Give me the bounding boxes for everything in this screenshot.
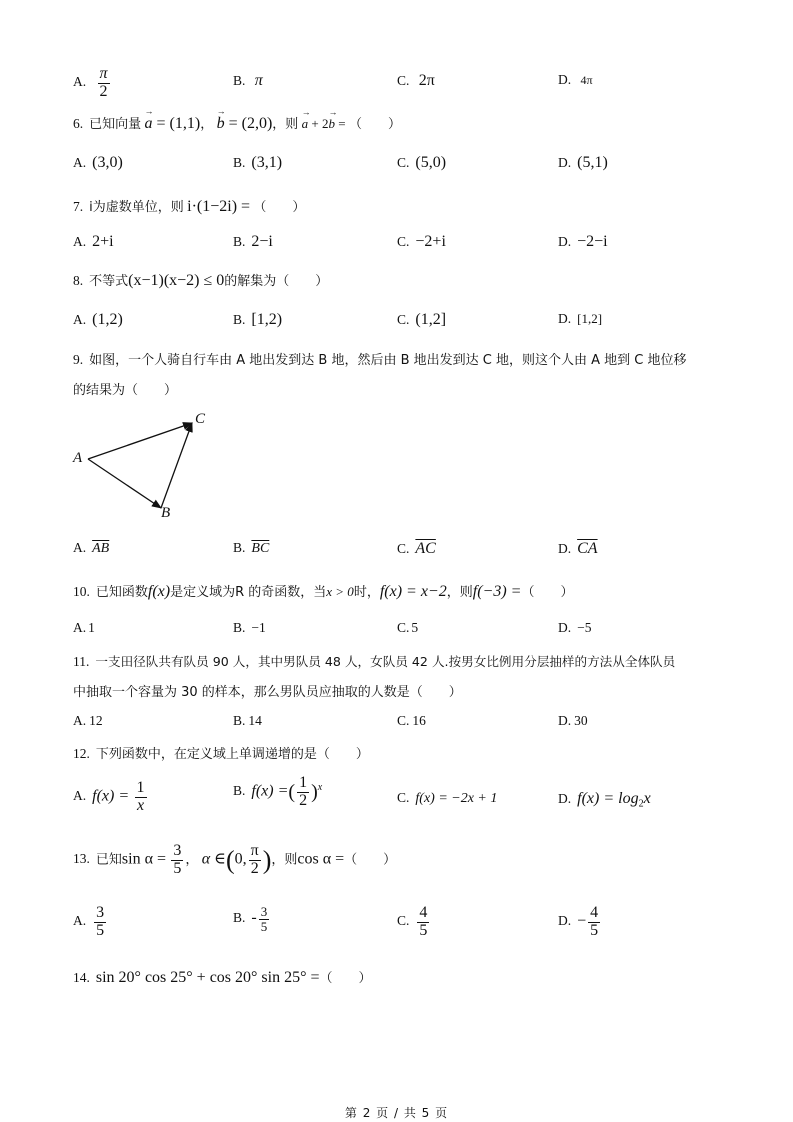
text-fragment: (3,0) — [92, 154, 123, 171]
text-fragment: 14. — [73, 970, 90, 985]
text-fragment: 已知向量 — [89, 117, 142, 132]
text-fragment: 时， — [353, 585, 380, 600]
text-fragment: B. — [233, 155, 246, 170]
text-fragment: D. — [558, 234, 572, 249]
text-fragment: C. — [397, 790, 410, 805]
text-fragment: 30 — [574, 713, 588, 728]
text-fragment: −1 — [251, 620, 266, 635]
text-fragment: x > 0 — [326, 584, 354, 599]
text-fragment: −2−i — [577, 233, 608, 250]
text-fragment: f(x) = x−2 — [379, 583, 447, 600]
text-fragment: 如图，一个人骑自行车由 A 地出发到达 B 地，然后由 B 地出发到达 C 地，则这个人由 A 地到 C 地位移 — [89, 353, 687, 368]
text-fragment: 3 — [96, 904, 105, 921]
text-fragment: 2 — [250, 859, 259, 877]
text-fragment: C. — [397, 620, 410, 635]
text-fragment: （ ） — [253, 200, 306, 215]
text-fragment: π — [250, 842, 259, 859]
text-fragment: 已知 — [95, 852, 122, 868]
option-13A[interactable] — [73, 905, 108, 940]
option-10B[interactable] — [233, 620, 266, 636]
text-fragment: 下列函数中，在定义域上单调递增的是（ ） — [95, 747, 369, 762]
text-fragment: ， — [200, 117, 214, 132]
fraction-1-over-2 — [297, 775, 309, 810]
text-fragment: π — [254, 72, 263, 89]
text-fragment: 是定义域为R 的奇函数，当 — [170, 585, 327, 600]
text-fragment: B. — [233, 540, 246, 555]
text-fragment: D. — [558, 713, 572, 728]
vector-bc-arrow — [161, 423, 192, 508]
text-fragment: B. — [233, 312, 246, 327]
text-fragment: i为虚数单位，则 — [89, 200, 184, 215]
text-fragment: B. — [233, 783, 246, 799]
text-fragment: B. — [233, 73, 246, 88]
text-fragment: f(x) = — [92, 787, 130, 805]
text-fragment: cos α = — [297, 850, 345, 868]
text-fragment: 10. — [73, 584, 90, 599]
text-fragment: A. — [73, 713, 87, 728]
text-fragment: 14 — [248, 713, 262, 728]
text-fragment: f(x) = log — [577, 790, 639, 807]
option-12D[interactable] — [558, 790, 651, 810]
text-fragment: 一支田径队共有队员 90 人，其中男队员 48 人，女队员 42 人.按男女比例用分层抽样的方法从全体队员 — [95, 654, 676, 669]
text-fragment: C. — [397, 312, 410, 327]
point-label-a: A — [73, 450, 83, 466]
text-fragment: 12. — [73, 746, 90, 761]
option-13B[interactable] — [233, 905, 271, 933]
option-10A[interactable] — [73, 620, 95, 636]
text-fragment: π — [99, 65, 108, 82]
text-fragment: 的解集为 — [224, 274, 277, 289]
text-fragment: f(x) = — [251, 782, 289, 800]
text-fragment: ，则 — [272, 117, 299, 132]
text-fragment: A. — [73, 312, 87, 327]
option-9D[interactable] — [558, 540, 598, 558]
text-fragment: $\overline{AC}$ — [415, 540, 436, 557]
text-fragment: (5,1) — [577, 154, 608, 171]
text-fragment: （ ） — [319, 971, 372, 986]
vector-expression: → a + 2→ b = — [302, 116, 346, 131]
option-11B[interactable] — [233, 713, 262, 729]
vector-ab-arrow — [88, 459, 161, 508]
option-10D[interactable] — [558, 620, 592, 636]
fraction-pi-over-2 — [249, 843, 261, 878]
text-fragment: 6. — [73, 116, 84, 131]
option-10C[interactable] — [397, 620, 418, 636]
text-fragment: B. — [233, 910, 246, 926]
text-fragment: 2 — [638, 798, 644, 810]
text-fragment: A. — [73, 540, 87, 555]
text-fragment: 7. — [73, 199, 84, 214]
question-11-stem-line2: 中抽取一个容量为 30 的样本，那么男队员应抽取的人数是（ ） — [73, 685, 462, 700]
text-fragment: 5 — [419, 921, 428, 939]
text-fragment: A. — [73, 620, 87, 635]
option-9A[interactable] — [73, 540, 109, 557]
text-fragment: A. — [73, 234, 87, 249]
text-fragment: 9. — [73, 352, 84, 367]
text-fragment: $\overline{AB}$ — [92, 541, 110, 556]
option-9B[interactable] — [233, 540, 269, 557]
text-fragment: A. — [73, 74, 87, 90]
text-fragment: (3,1) — [251, 154, 283, 171]
question-10-stem — [73, 581, 573, 601]
question-9-stem-line2: 的结果为（ ） — [73, 383, 178, 398]
text-fragment: （ ） — [348, 117, 401, 132]
text-fragment: D. — [558, 791, 572, 806]
option-9C[interactable] — [397, 540, 436, 558]
text-fragment: 3 — [260, 904, 268, 919]
text-fragment: 5 — [411, 620, 419, 635]
text-fragment: 1 — [88, 620, 95, 635]
text-fragment: 1 — [136, 779, 145, 796]
fraction-3-over-5 — [171, 843, 183, 878]
text-fragment: C. — [397, 913, 410, 929]
text-fragment: (x−1)(x−2) ≤ 0 — [128, 272, 225, 289]
vector-ac-arrow — [88, 423, 192, 459]
text-fragment: 5 — [173, 859, 182, 877]
text-fragment: - — [251, 909, 257, 927]
option-11C[interactable] — [397, 713, 426, 729]
text-fragment: sin α = — [121, 850, 166, 868]
text-fragment: 2+i — [92, 233, 114, 250]
question-13-stem: 13. 已知sin α = $\frac{3}{5}$ ， α ∈(0, $\frac{\pi}{2}$ )，则cos α =（ ） — [73, 842, 397, 877]
text-fragment: 2 — [299, 791, 308, 809]
text-fragment: D. — [558, 311, 572, 326]
text-fragment: 11. — [73, 654, 90, 669]
text-fragment: B. — [233, 620, 246, 635]
question-14-stem — [73, 967, 372, 987]
text-fragment: （ ） — [276, 274, 329, 289]
page-footer: 第 2 页 / 共 5 页 — [344, 1106, 449, 1120]
text-fragment: (5,0) — [415, 154, 447, 171]
text-fragment: （ ） — [521, 585, 574, 600]
text-fragment: [1,2) — [251, 311, 283, 328]
text-fragment: 2−i — [251, 233, 273, 250]
text-fragment: x — [643, 790, 651, 807]
text-fragment: −2+i — [415, 233, 446, 250]
text-fragment: −5 — [577, 620, 592, 635]
text-fragment: 不等式 — [89, 274, 129, 289]
text-fragment: 2 — [99, 82, 108, 100]
point-label-b: B — [161, 505, 171, 521]
text-fragment: 已知函数 — [95, 585, 148, 600]
text-fragment: x — [136, 796, 145, 814]
text-fragment: 4 — [590, 904, 599, 921]
text-fragment: α ∈ — [201, 850, 226, 868]
text-fragment: 5 — [96, 921, 105, 939]
text-fragment: 16 — [412, 713, 426, 728]
text-fragment: A. — [73, 155, 87, 170]
text-fragment: [1,2] — [577, 311, 603, 326]
text-fragment: 0, — [234, 850, 247, 868]
text-fragment: i·(1−2i) = — [187, 198, 251, 215]
text-fragment: 3 — [173, 842, 182, 859]
text-fragment: 4π — [580, 73, 593, 87]
text-fragment: 5 — [590, 921, 599, 939]
vector-b-def: → b = (2,0) — [217, 115, 273, 132]
text-fragment: 4 — [419, 904, 428, 921]
text-fragment: − — [577, 912, 587, 930]
text-fragment: C. — [397, 73, 410, 88]
question-11-stem-line1 — [73, 651, 675, 670]
text-fragment: 12 — [89, 713, 103, 728]
text-fragment: A. — [73, 788, 87, 804]
text-fragment: sin 20° cos 25° + cos 20° sin 25° = — [95, 969, 320, 986]
text-fragment: (1,2] — [415, 311, 447, 328]
text-fragment: 5 — [260, 918, 268, 934]
text-fragment: C. — [397, 541, 410, 556]
text-fragment: C. — [397, 713, 410, 728]
text-fragment: D. — [558, 155, 572, 170]
text-fragment: (1,2) — [92, 311, 123, 328]
text-fragment: ， — [185, 852, 199, 868]
option-12A[interactable] — [73, 780, 149, 815]
text-fragment: （ ） — [344, 852, 397, 868]
point-label-c: C — [195, 411, 206, 427]
text-fragment: f(−3) = — [472, 583, 522, 600]
text-fragment: D. — [558, 620, 572, 635]
text-fragment: 2π — [418, 72, 435, 89]
option-12C[interactable] — [397, 790, 497, 807]
fraction-1-over-x — [135, 780, 147, 815]
text-fragment: D. — [558, 72, 572, 87]
text-fragment: $\overline{CA}$ — [577, 540, 598, 557]
text-fragment: A. — [73, 913, 87, 929]
text-fragment: C. — [397, 234, 410, 249]
text-fragment: B. — [233, 234, 246, 249]
text-fragment: 8. — [73, 273, 84, 288]
vector-a-def: → a = (1,1) — [145, 115, 201, 132]
option-13D[interactable] — [558, 905, 602, 940]
text-fragment: C. — [397, 155, 410, 170]
text-fragment: D. — [558, 541, 572, 556]
text-fragment: f(x) = −2x + 1 — [415, 791, 498, 806]
question-12-stem — [73, 743, 369, 762]
text-fragment: 13. — [73, 851, 90, 867]
option-11D[interactable] — [558, 713, 588, 729]
text-fragment: $\overline{BC}$ — [251, 541, 270, 556]
text-fragment: f(x) — [147, 583, 171, 600]
option-12B[interactable]: B. f(x) =( $\frac{1}{2}$ )$^x$ — [233, 774, 323, 809]
text-fragment: ，则 — [446, 585, 473, 600]
option-13C[interactable] — [397, 905, 431, 940]
text-fragment: ，则 — [271, 852, 298, 868]
text-fragment: x — [317, 781, 323, 793]
option-11A[interactable] — [73, 713, 103, 729]
text-fragment: 1 — [299, 774, 308, 791]
text-fragment: B. — [233, 713, 246, 728]
text-fragment: D. — [558, 913, 572, 929]
